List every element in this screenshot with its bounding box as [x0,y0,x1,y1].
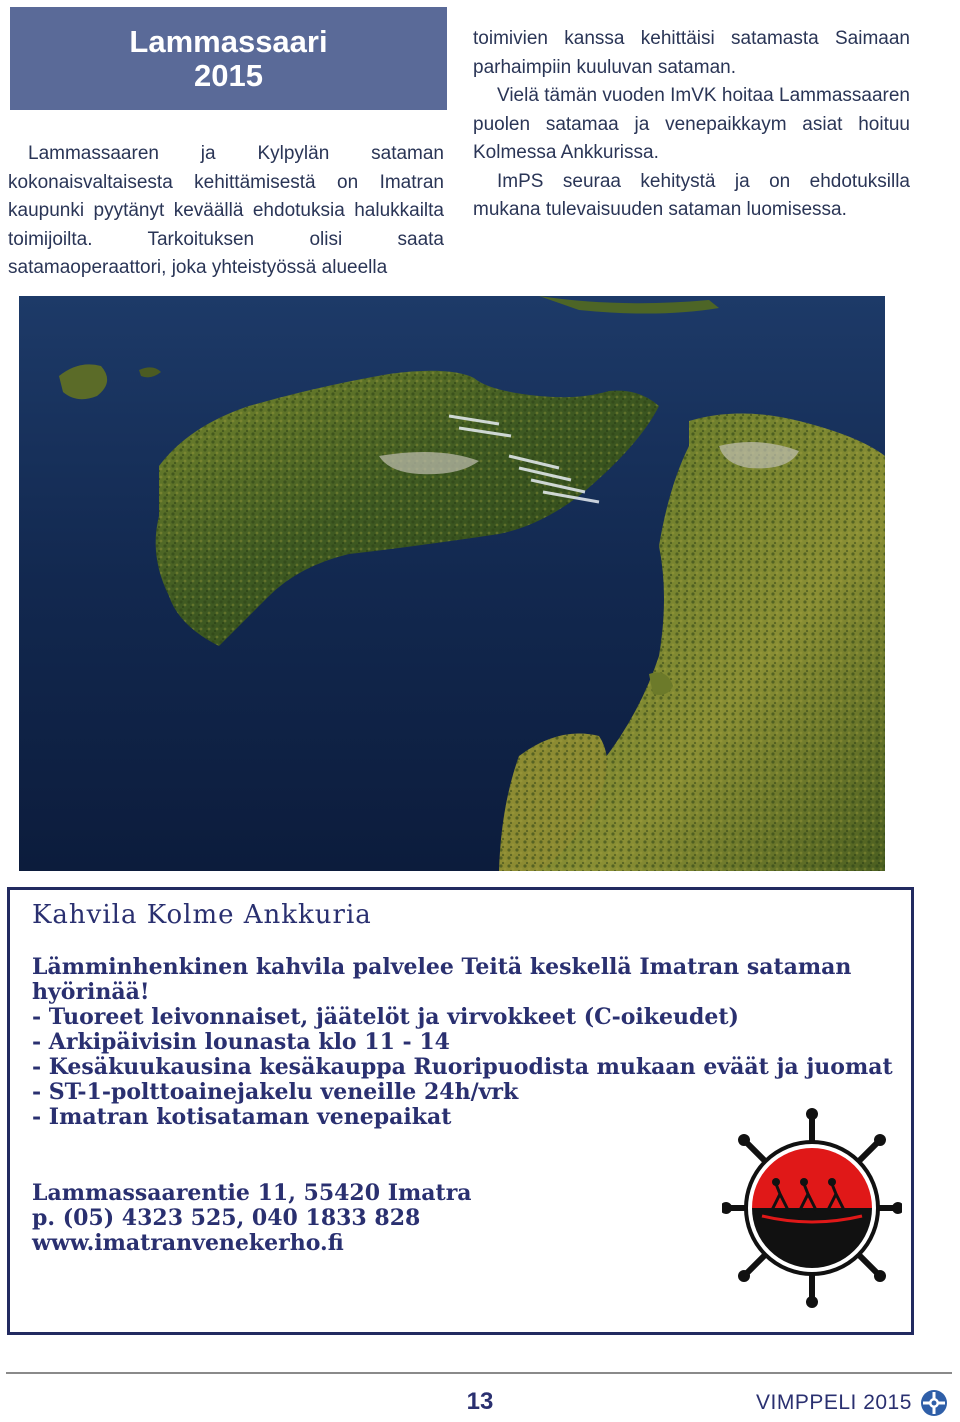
ad-contact [32,1181,472,1256]
right-paragraph-1: toimivien kanssa kehittäisi satamasta Saimaan parhaimpiin kuuluvan sataman. [473,28,910,78]
ad-feature-list [32,955,912,1130]
ad-line: - Tuoreet leivonnaiset, jäätelöt ja virvokkeet (C-oikeudet) [32,1004,739,1030]
aerial-photo-graphic [19,296,885,871]
ad-address: Lammassaarentie 11, 55420 Imatra [32,1180,472,1206]
ad-line: - ST-1-polttoainejakelu veneille 24h/vrk [32,1079,519,1105]
ad-line: - Imatran kotisataman venepaikat [32,1104,452,1130]
right-column [473,25,910,225]
ad-title: Kahvila Kolme Ankkuria [32,900,372,930]
aerial-photo [19,296,885,871]
article-title-line1: Lammassaari [129,23,328,59]
magazine-name: VIMPPELI 2015 [756,1391,912,1414]
left-column [8,140,444,283]
cafe-advertisement [7,887,914,1335]
ad-line: - Arkipäivisin lounasta klo 11 - 14 [32,1029,450,1055]
left-paragraph: Lammassaaren ja Kylpylän sataman kokonaisvaltaisesta kehittämisestä on Imatran kaupunki pyytänyt keväällä ehdotuksia halukkailta toimijoilta. Tarkoituksen olisi saata satamaoperaattori, joka yhteistyössä alueella [8,143,444,278]
article-title-line2: 2015 [194,57,263,93]
footer-divider [6,1372,952,1374]
ad-website[interactable]: www.imatranvenekerho.fi [32,1230,344,1256]
ad-line: Lämminhenkinen kahvila palvelee Teitä keskellä Imatran sataman hyörinää! [32,954,852,1005]
page-number: 13 [466,1388,494,1415]
right-paragraph-2: Vielä tämän vuoden ImVK hoitaa Lammassaaren puolen satamaa ja venepaikkaym asiat hoituu Kolmessa Ankkurissa. [473,85,910,163]
right-paragraph-3: ImPS seuraa kehitystä ja on ehdotuksilla mukana tulevaisuuden sataman luomisessa. [473,170,910,220]
ship-wheel-rowers-logo [722,1108,902,1308]
article-title-box [10,7,447,110]
ad-line: - Kesäkuukausina kesäkauppa Ruoripuodista mukaan eväät ja juomat [32,1054,893,1080]
club-emblem-icon [920,1389,948,1417]
ad-phone: p. (05) 4323 525, 040 1833 828 [32,1205,421,1231]
